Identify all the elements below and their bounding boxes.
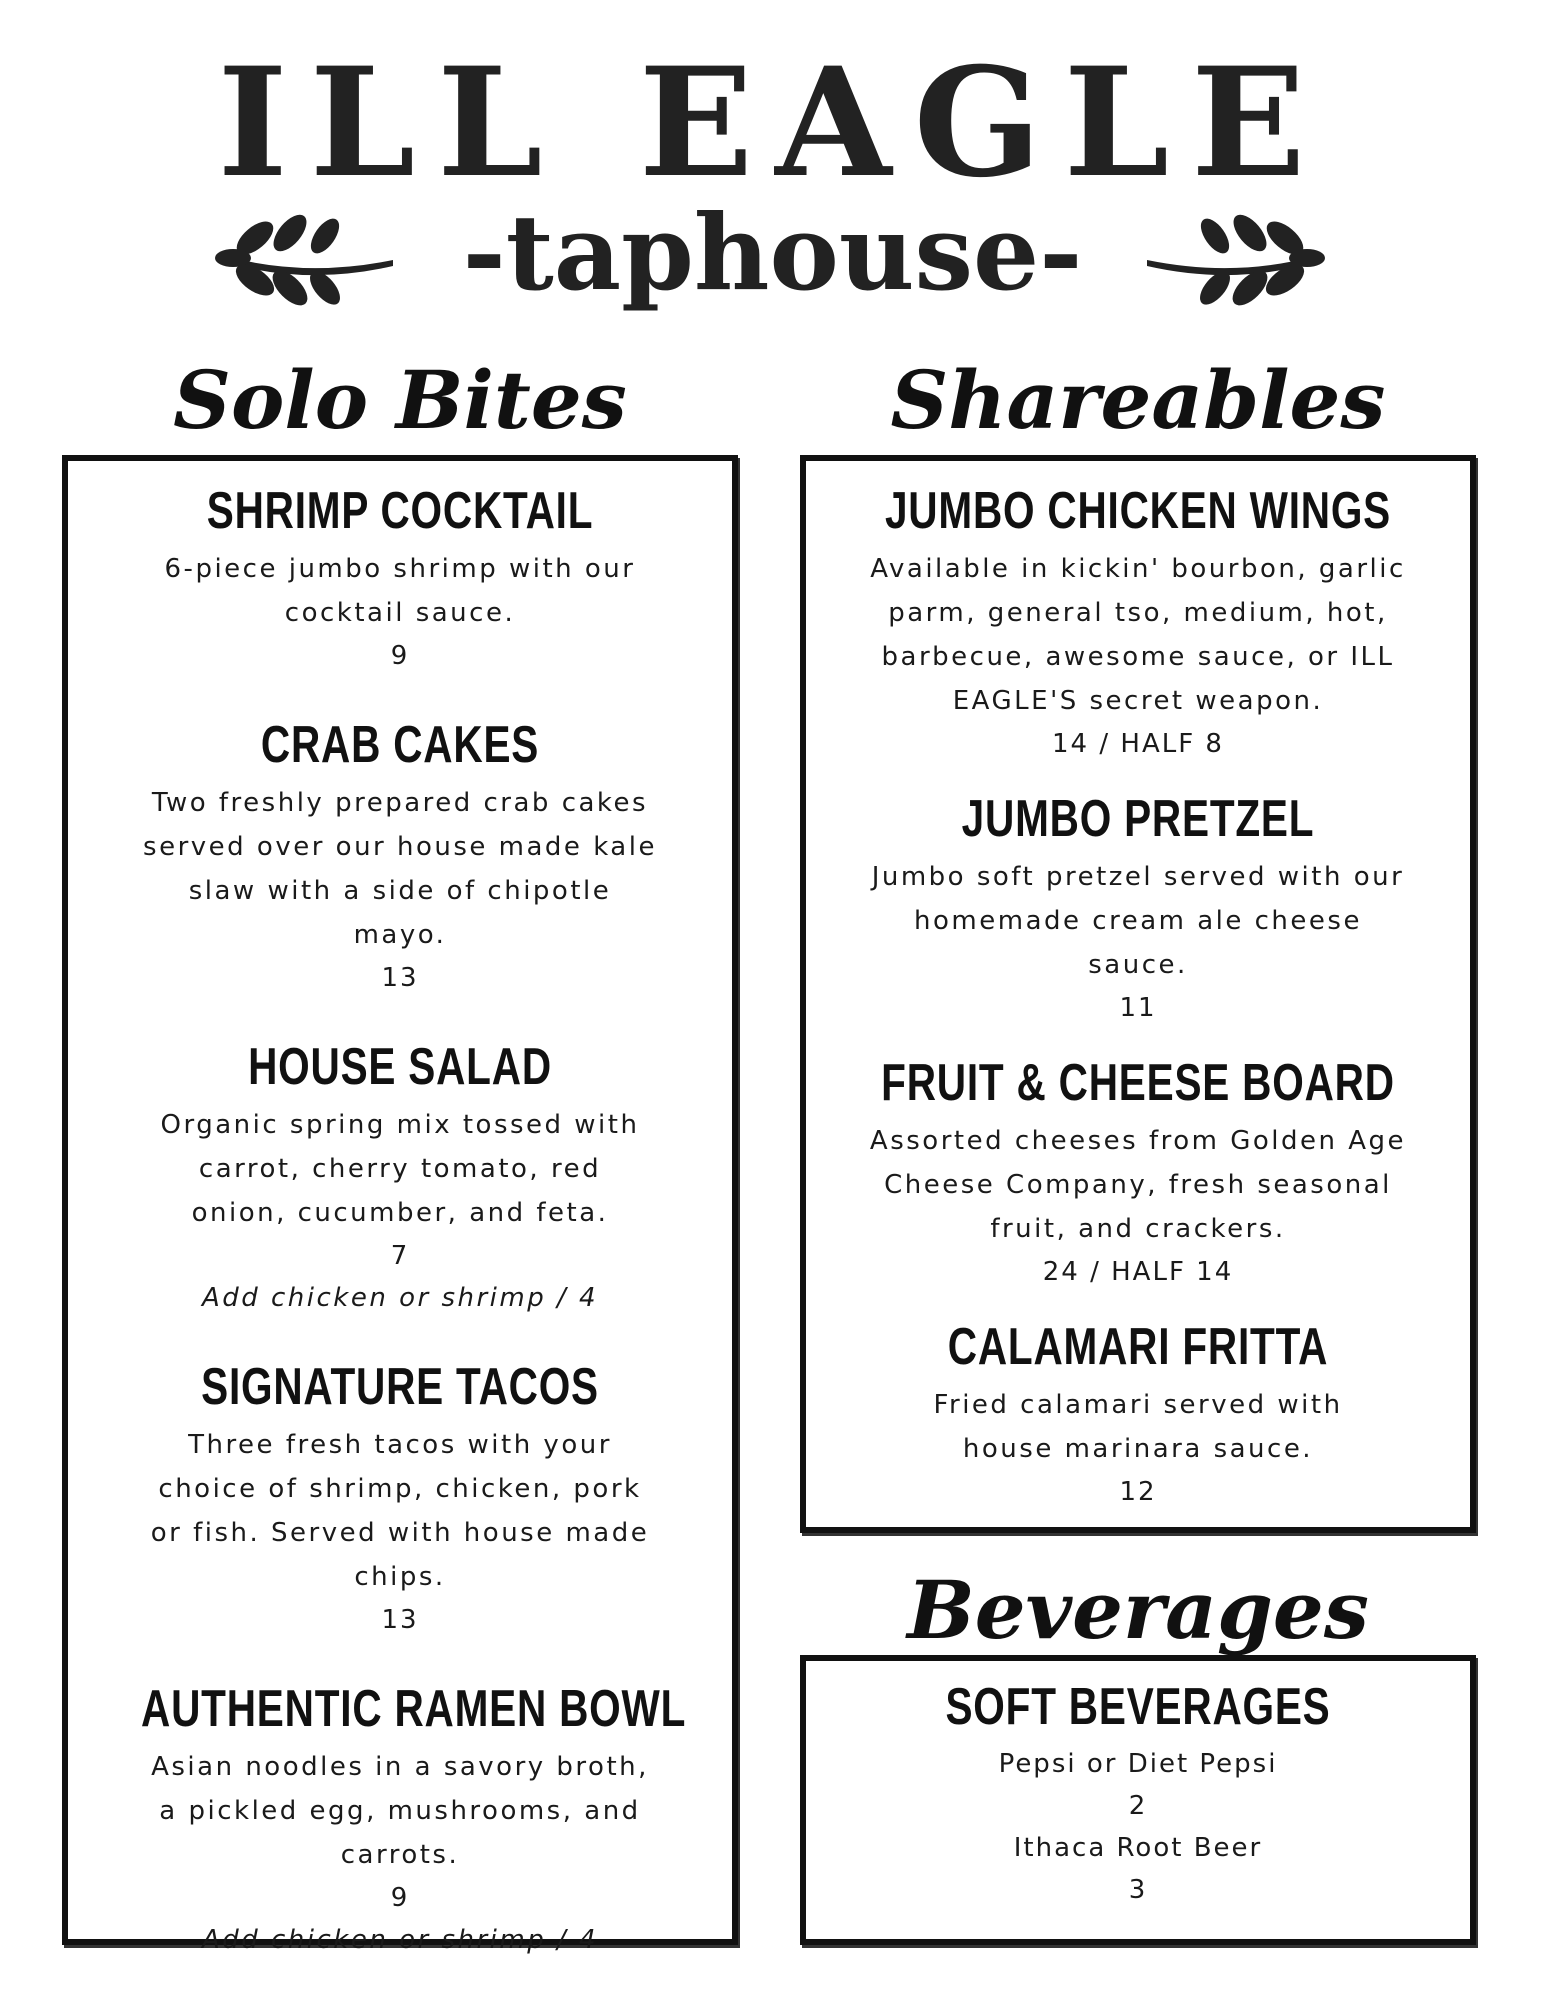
item-name: FRUIT & CHEESE BOARD: [881, 1054, 1395, 1112]
item-price: 13: [381, 1605, 419, 1635]
solo-bites-section: [62, 455, 738, 1955]
item-name: CALAMARI FRITTA: [947, 1318, 1329, 1376]
item-description: Organic spring mix tossed with carrot, cherry tomato, red onion, cucumber, and feta.: [160, 1110, 640, 1228]
brand-subtitle: -taphouse-: [462, 191, 1083, 314]
shareables-heading: Shareables: [890, 353, 1386, 447]
item-name: AUTHENTIC RAMEN BOWL: [141, 1680, 687, 1738]
item-price: 7: [390, 1241, 410, 1271]
beverage-line: Pepsi or Diet Pepsi: [998, 1749, 1278, 1779]
beverages-section: [800, 1655, 1476, 1945]
item-description: Fried calamari served with house marinara sauce.: [933, 1390, 1343, 1464]
item-addon: Add chicken or shrimp / 4: [201, 1283, 599, 1313]
menu-item: [68, 479, 732, 677]
item-price: 24 / HALF 14: [1042, 1257, 1234, 1287]
brand-header: [0, 30, 1545, 314]
menu-item: [806, 1675, 1470, 1911]
item-name: SOFT BEVERAGES: [945, 1678, 1331, 1736]
beverage-price: 2: [1128, 1791, 1148, 1821]
solo-bites-heading: Solo Bites: [173, 353, 627, 447]
item-price: 14 / HALF 8: [1052, 729, 1224, 759]
item-description: Assorted cheeses from Golden Age Cheese Company, fresh seasonal fruit, and crackers.: [869, 1126, 1407, 1244]
item-price: 13: [381, 963, 419, 993]
menu-item: [806, 1315, 1470, 1513]
menu-item: [806, 787, 1470, 1029]
item-name: JUMBO CHICKEN WINGS: [884, 482, 1392, 540]
menu-item: [68, 1035, 732, 1319]
beverage-line: Ithaca Root Beer: [1013, 1833, 1263, 1863]
item-name: JUMBO PRETZEL: [961, 790, 1315, 848]
shareables-section: [800, 455, 1476, 1533]
item-name: CRAB CAKES: [260, 716, 540, 774]
brand-subtitle-row: [0, 191, 1545, 314]
item-price: 11: [1119, 993, 1157, 1023]
item-price: 12: [1119, 1477, 1157, 1507]
menu-item: [806, 479, 1470, 765]
item-addon: Add chicken or shrimp / 4: [201, 1925, 599, 1955]
item-price: 9: [390, 641, 410, 671]
item-description: 6-piece jumbo shrimp with our cocktail sauce.: [164, 554, 636, 628]
item-description: Asian noodles in a savory broth, a pickled egg, mushrooms, and carrots.: [151, 1752, 649, 1870]
beverages-heading: Beverages: [907, 1563, 1369, 1657]
item-description: Jumbo soft pretzel served with our homemade cream ale cheese sauce.: [871, 862, 1405, 980]
beverage-price: 3: [1128, 1875, 1148, 1905]
item-description: Available in kickin' bourbon, garlic parm, general tso, medium, hot, barbecue, awesome sauce, or ILL EAGLE'S secret weapon.: [870, 554, 1406, 716]
laurel-icon: [1135, 198, 1325, 308]
item-name: SIGNATURE TACOS: [201, 1358, 599, 1416]
menu-item: [806, 1051, 1470, 1293]
item-price: 9: [390, 1883, 410, 1913]
brand-name: ILL EAGLE: [217, 35, 1328, 211]
item-name: SHRIMP COCKTAIL: [206, 482, 594, 540]
menu-item: [68, 713, 732, 999]
item-description: Two freshly prepared crab cakes served over our house made kale slaw with a side of chipotle mayo.: [143, 788, 657, 950]
menu-item: [68, 1677, 732, 1961]
item-description: Three fresh tacos with your choice of shrimp, chicken, pork or fish. Served with house made chips.: [150, 1430, 650, 1592]
item-name: HOUSE SALAD: [248, 1038, 552, 1096]
menu-item: [68, 1355, 732, 1641]
